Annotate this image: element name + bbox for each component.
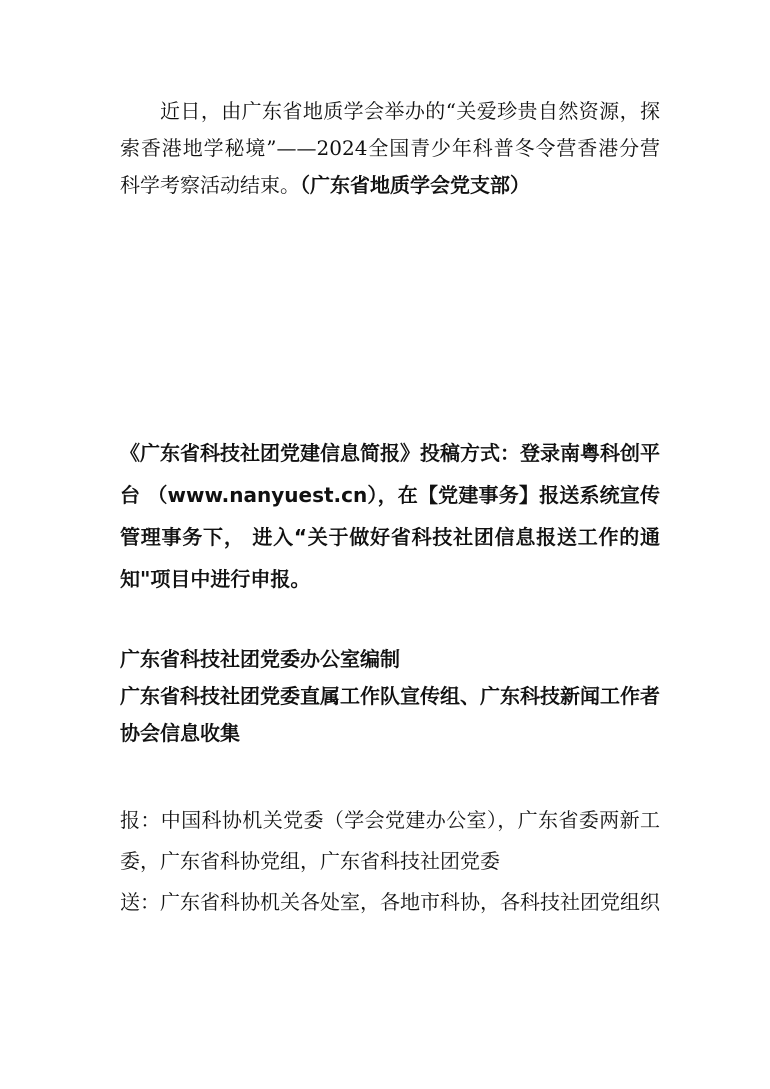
collector-line: 广东省科技社团党委直属工作队宣传组、广东科技新闻工作者协会信息收集 [120,684,660,745]
editor-line: 广东省科技社团党委办公室编制 [120,647,400,671]
send-to-line: 送：广东省科协机关各处室，各地市科协，各科技社团党组织 [120,890,660,914]
report-to-line: 报：中国科协机关党委（学会党建办公室），广东省委两新工委，广东省科协党组，广东省科技社团党委 [120,808,660,873]
intro-source: （广东省地质学会党支部） [300,173,530,197]
intro-text: 近日，由广东省地质学会举办的“关爱珍贵自然资源，探索香港地学秘境”——2024全国青少年科普冬令营香港分营科学考察活动结束。 [120,99,660,197]
submission-instructions: 《广东省科技社团党建信息简报》投稿方式：登录南粤科创平台 （www.nanyuest.cn），在【党建事务】报送系统宣传管理事务下， 进入“关于做好省科技社团信息报送工作的通知"项目中进行申报。 [120,441,660,591]
intro-paragraph [120,93,660,204]
